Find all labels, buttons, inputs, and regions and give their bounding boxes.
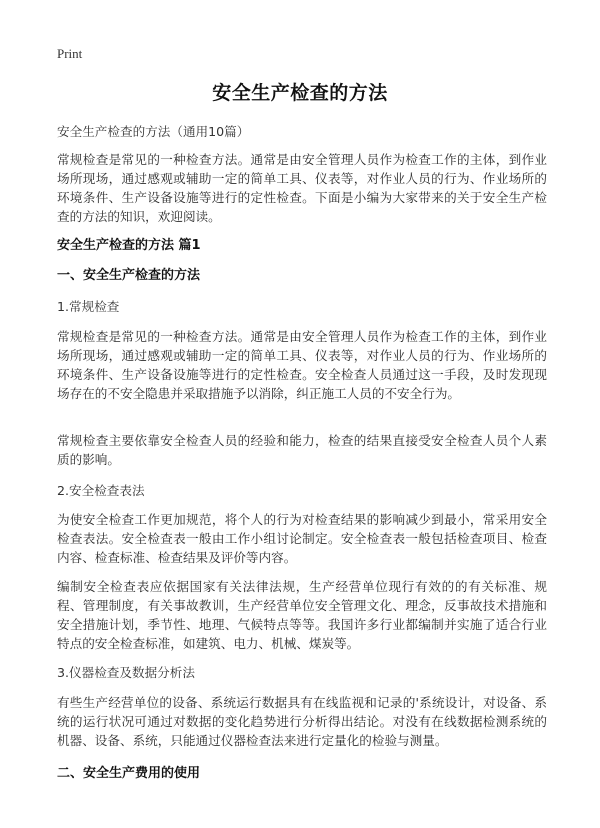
item2-paragraph-2: 编制安全检查表应依据国家有关法律法规，生产经营单位现行有效的的有关标准、规程、管理制度，有关事故教训，生产经营单位安全管理文化、理念，反事故技术措施和安全措施计划，季节性、地理、气候特点等等。我国许多行业都编制并实施了适合行业特点的安全检查标准，如建筑、电力、机械、煤炭等。 [57, 579, 547, 651]
part2-heading: 二、安全生产费用的使用 [57, 766, 201, 781]
document-title: 安全生产检查的方法 [212, 82, 388, 104]
item1-paragraph-1: 常规检查是常见的一种检查方法。通常是由安全管理人员作为检查工作的主体，到作业场所现场，通过感观或辅助一定的简单工具、仪表等，对作业人员的行为、作业场所的环境条件、生产设备设施等进行的定性检查。安全检查人员通过这一手段，及时发现现场存在的不安全隐患并采取措施予以消除，纠正施工人员的不安全行为。 [57, 329, 547, 401]
print-link[interactable]: Print [57, 46, 83, 61]
part1-heading: 一、安全生产检查的方法 [57, 268, 201, 283]
item2-title: 2.安全检查表法 [57, 483, 145, 498]
section-title: 安全生产检查的方法 篇1 [57, 238, 201, 253]
item3-paragraph-1: 有些生产经营单位的设备、系统运行数据具有在线监视和记录的'系统设计，对设备、系统的运行状况可通过对数据的变化趋势进行分析得出结论。对没有在线数据检测系统的机器、设备、系统，只能通过仪器检查法来进行定量化的检验与测量。 [57, 695, 547, 748]
item2-paragraph-1: 为使安全检查工作更加规范，将个人的行为对检查结果的影响减少到最小，常采用安全检查表法。安全检查表一般由工作小组讨论制定。安全检查表一般包括检查项目、检查内容、检查标准、检查结果及评价等内容。 [57, 512, 547, 565]
document-subtitle: 安全生产检查的方法（通用10篇） [57, 124, 250, 139]
item3-title: 3.仪器检查及数据分析法 [57, 665, 195, 680]
item1-paragraph-2: 常规检查主要依靠安全检查人员的经验和能力，检查的结果直接受安全检查人员个人素质的影响。 [57, 433, 547, 467]
item1-title: 1.常规检查 [57, 299, 120, 314]
intro-paragraph: 常规检查是常见的一种检查方法。通常是由安全管理人员作为检查工作的主体，到作业场所现场，通过感观或辅助一定的简单工具、仪表等，对作业人员的行为、作业场所的环境条件、生产设备设施等进行的定性检查。下面是小编为大家带来的关于安全生产检查的方法的知识，欢迎阅读。 [57, 152, 547, 224]
